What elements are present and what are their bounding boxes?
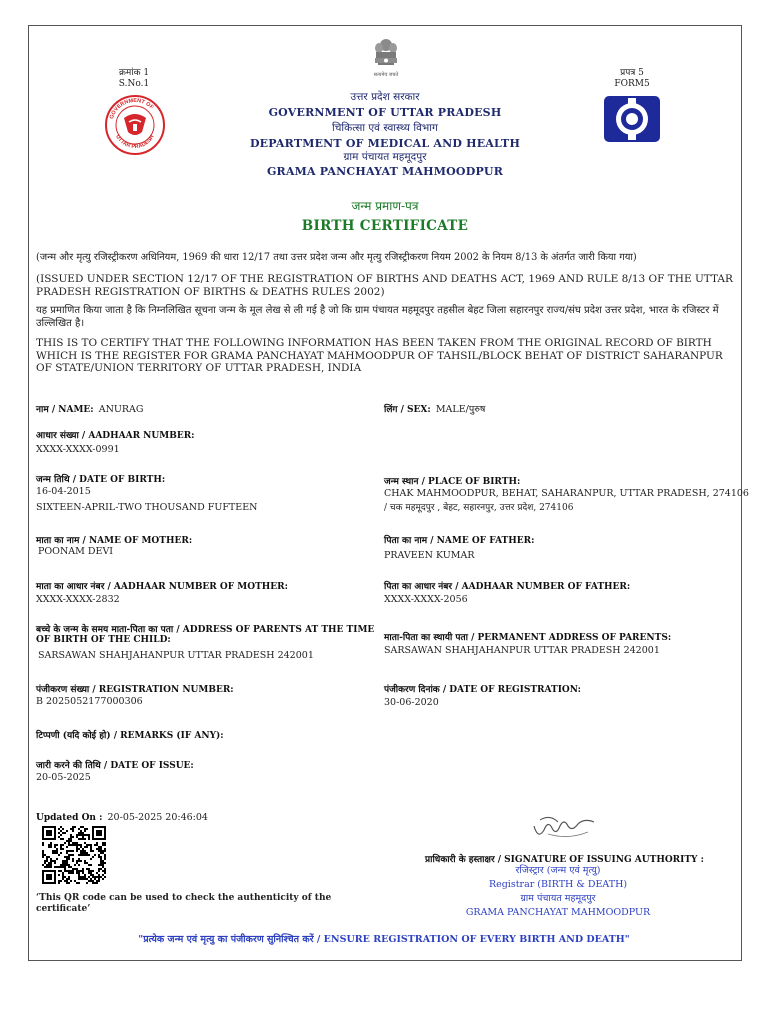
form-number: [602, 68, 662, 90]
up-government-seal-icon: [104, 94, 166, 156]
issued-statement-hi: (जन्म और मृत्यु रजिस्ट्रीकरण अधिनियम, 1969 की धारा 12/17 तथा उत्तर प्रदेश जन्म और मृत्यु रजिस्ट्रीकरण नियम 2002 के नियम 8/13 के अंतर्गत जारी किया गया): [36, 252, 637, 263]
reg-date-value: 30-06-2020: [384, 697, 439, 708]
updated-label: Updated On :: [36, 813, 103, 823]
qr-note: ‘This QR code can be used to check the authenticity of the certificate’: [36, 893, 332, 914]
issue-date-label: जारी करने की तिथि / DATE OF ISSUE:: [36, 761, 194, 771]
certify-statement-hi: यह प्रमाणित किया जाता है कि निम्नलिखित सूचना जन्म के मूल लेख से ली गई है जो कि ग्राम पंचायत महमूदपुर तहसील बेहट जिला सहारनपुर राज्य/संघ प्रदेश उत्तर प्रदेश, भारत के रजिस्टर में उल्लिखित है।: [36, 305, 719, 329]
form-hi: प्रपत्र 5: [620, 68, 644, 78]
name-label: नाम / NAME:: [36, 405, 94, 415]
govt-en: GOVERNMENT OF UTTAR PRADESH: [268, 106, 502, 119]
pob-value-hi: / चक महमूदपुर , बेहट, सहारनपुर, उत्तर प्रदेश, 274106: [384, 503, 574, 513]
address-birth-label: बच्चे के जन्म के समय माता-पिता का पता / ADDRESS OF PARENTS AT THE TIME OF BIRTH OF THE CHILD:: [36, 625, 375, 645]
perm-address-label: माता-पिता का स्थायी पता / PERMANENT ADDRESS OF PARENTS:: [384, 633, 672, 643]
registrar-panchayat-en: GRAMA PANCHAYAT MAHMOODPUR: [465, 907, 651, 918]
mother-aadhaar-label: माता का आधार नंबर / AADHAAR NUMBER OF MOTHER:: [36, 582, 288, 592]
name-value: ANURAG: [98, 404, 144, 415]
form-en: FORM5: [614, 79, 650, 89]
svg-text:UTTAR PRADESH: [114, 134, 155, 150]
dept-hi: चिकित्सा एवं स्वास्थ्य विभाग: [332, 122, 438, 134]
reg-number-value: B 2025052177000306: [36, 696, 143, 707]
dob-label: जन्म तिथि / DATE OF BIRTH:: [36, 475, 166, 485]
reg-date-label: पंजीकरण दिनांक / DATE OF REGISTRATION:: [384, 685, 581, 695]
registrar-block: [420, 864, 696, 920]
dob-words: SIXTEEN-APRIL-TWO THOUSAND FUFTEEN: [36, 502, 258, 513]
registrar-en: Registrar (BIRTH & DEATH): [488, 879, 628, 890]
crs-logo-icon: [603, 95, 661, 143]
dept-en: DEPARTMENT OF MEDICAL AND HEALTH: [249, 137, 521, 150]
seal-text-bottom: UTTAR PRADESH: [114, 133, 156, 151]
dob-value: 16-04-2015: [36, 486, 91, 497]
handwritten-signature: [528, 810, 600, 846]
emblem-caption: सत्यमेव जयते: [373, 72, 399, 78]
name-field: [36, 397, 144, 416]
serial-number: [104, 68, 164, 90]
sex-field: [384, 397, 485, 416]
father-label: पिता का नाम / NAME OF FATHER:: [384, 536, 535, 546]
father-aadhaar-value: XXXX-XXXX-2056: [384, 594, 468, 605]
panchayat-hi: ग्राम पंचायत महमूदपुर: [343, 151, 427, 163]
aadhaar-label: आधार संख्या / AADHAAR NUMBER:: [36, 431, 195, 441]
perm-address-value: SARSAWAN SHAHJAHANPUR UTTAR PRADESH 242001: [384, 645, 660, 656]
mother-value: POONAM DEVI: [38, 546, 114, 557]
sex-label: लिंग / SEX:: [384, 405, 431, 415]
title-en: BIRTH CERTIFICATE: [301, 218, 469, 234]
govt-hi: उत्तर प्रदेश सरकार: [350, 91, 420, 103]
pob-label: जन्म स्थान / PLACE OF BIRTH:: [384, 477, 521, 487]
pob-value-en: CHAK MAHMOODPUR, BEHAT, SAHARANPUR, UTTAR PRADESH, 274106: [384, 488, 749, 499]
issued-statement-en: (ISSUED UNDER SECTION 12/17 OF THE REGISTRATION OF BIRTHS AND DEATHS ACT, 1969 AND RULE 8/13 OF THE UTTAR PRADESH REGISTRATION OF BIRTHS & DEATHS RULES 2002): [36, 273, 733, 298]
footer-slogan: "प्रत्येक जन्म एवं मृत्यु का पंजीकरण सुनिश्चित करें / ENSURE REGISTRATION OF EVERY BIRTH AND DEATH": [138, 934, 630, 945]
qr-code-icon: [42, 826, 106, 884]
certify-statement-en: THIS IS TO CERTIFY THAT THE FOLLOWING INFORMATION HAS BEEN TAKEN FROM THE ORIGINAL RECORD OF BIRTH WHICH IS THE REGISTER FOR GRAMA PANCHAYAT MAHMOODPUR OF TAHSIL/BLOCK BEHAT OF DISTRICT SAHARANPUR OF STATE/UNION TERRITORY OF UTTAR PRADESH, INDIA: [36, 337, 723, 374]
father-aadhaar-label: पिता का आधार नंबर / AADHAAR NUMBER OF FATHER:: [384, 582, 631, 592]
registrar-hi: रजिस्ट्रार (जन्म एवं मृत्यु): [515, 865, 601, 876]
signature-label: प्राधिकारी के हस्ताक्षर / SIGNATURE OF ISSUING AUTHORITY :: [425, 855, 704, 865]
panchayat-en: GRAMA PANCHAYAT MAHMOODPUR: [266, 165, 504, 178]
mother-aadhaar-value: XXXX-XXXX-2832: [36, 594, 120, 605]
aadhaar-value: XXXX-XXXX-0991: [36, 444, 120, 455]
updated-on: [36, 805, 208, 824]
registrar-panchayat-hi: ग्राम पंचायत महमूदपुर: [520, 893, 596, 904]
serial-hi: क्रमांक 1: [118, 68, 150, 78]
mother-label: माता का नाम / NAME OF MOTHER:: [36, 536, 193, 546]
serial-en: S.No.1: [118, 79, 150, 89]
reg-number-label: पंजीकरण संख्या / REGISTRATION NUMBER:: [36, 685, 234, 695]
seal-text-top: GOVERNMENT OF: [108, 97, 155, 120]
issue-date-value: 20-05-2025: [36, 772, 91, 783]
title-hi: जन्म प्रमाण-पत्र: [351, 199, 419, 213]
header: [210, 90, 560, 179]
address-birth-value: SARSAWAN SHAHJAHANPUR UTTAR PRADESH 242001: [38, 650, 314, 661]
father-value: PRAVEEN KUMAR: [384, 550, 475, 561]
updated-value: 20-05-2025 20:46:04: [107, 812, 208, 823]
remarks-label: टिप्पणी (यदि कोई हो) / REMARKS (IF ANY):: [36, 731, 224, 741]
sex-value: MALE/पुरुष: [435, 404, 486, 415]
